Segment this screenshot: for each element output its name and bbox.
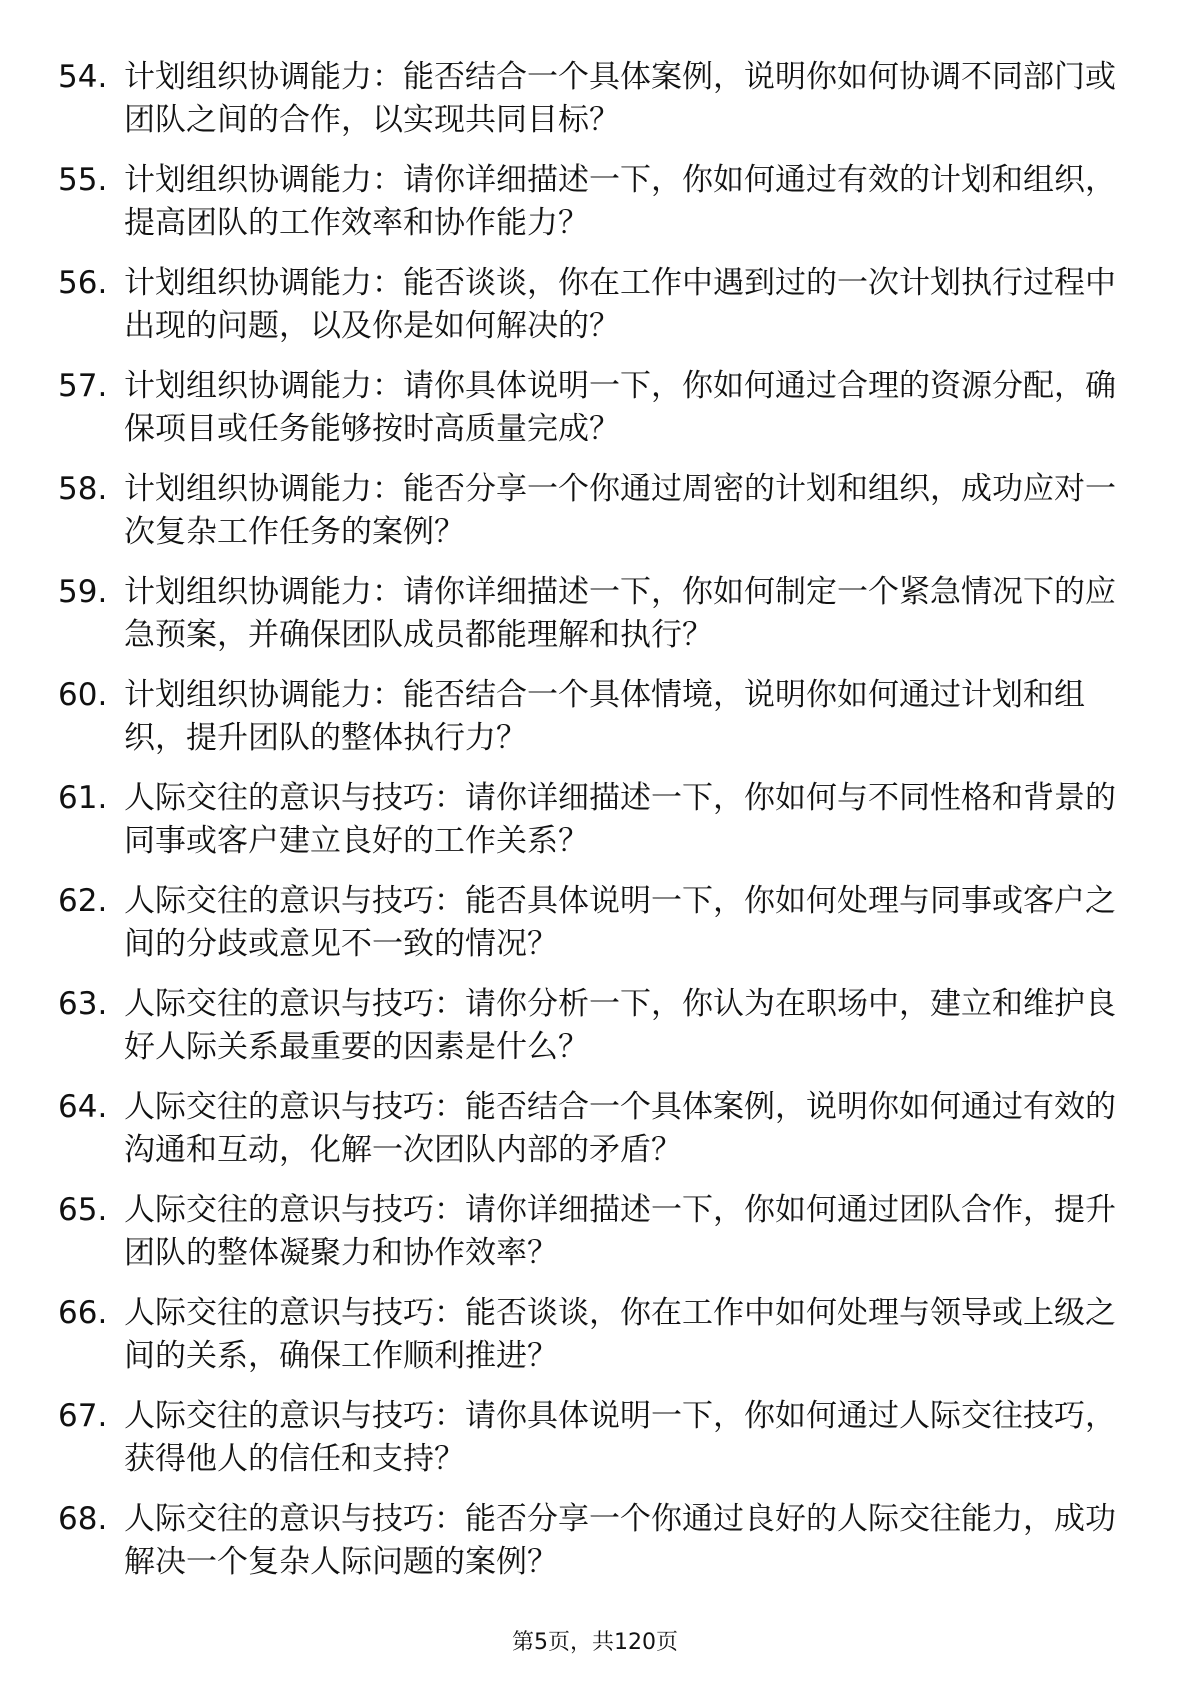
question-number: 60.: [58, 677, 108, 713]
list-item: [58, 468, 1118, 556]
question-text: 计划组织协调能力：能否谈谈，你在工作中遇到过的一次计划执行过程中出现的问题，以及你是如何解决的？: [124, 265, 1116, 344]
list-item: [58, 777, 1118, 865]
question-number: 67.: [58, 1398, 108, 1434]
question-text: 计划组织协调能力：能否分享一个你通过周密的计划和组织，成功应对一次复杂工作任务的案例？: [124, 471, 1116, 550]
list-item: [58, 880, 1118, 968]
question-number: 56.: [58, 265, 108, 301]
question-text: 计划组织协调能力：请你具体说明一下，你如何通过合理的资源分配，确保项目或任务能够按时高质量完成？: [124, 368, 1116, 447]
question-number: 59.: [58, 574, 108, 610]
page-footer: [0, 1628, 1190, 1658]
question-text: 人际交往的意识与技巧：请你详细描述一下，你如何与不同性格和背景的同事或客户建立良好的工作关系？: [124, 780, 1116, 859]
question-text: 人际交往的意识与技巧：能否具体说明一下，你如何处理与同事或客户之间的分歧或意见不一致的情况？: [124, 883, 1116, 962]
question-number: 64.: [58, 1089, 108, 1125]
question-number: 65.: [58, 1192, 108, 1228]
question-number: 66.: [58, 1295, 108, 1331]
list-item: [58, 56, 1118, 144]
list-item: [58, 1189, 1118, 1277]
question-text: 人际交往的意识与技巧：请你分析一下，你认为在职场中，建立和维护良好人际关系最重要的因素是什么？: [124, 986, 1116, 1065]
list-item: [58, 365, 1118, 453]
list-item: [58, 1395, 1118, 1483]
question-text: 人际交往的意识与技巧：请你详细描述一下，你如何通过团队合作，提升团队的整体凝聚力和协作效率？: [124, 1192, 1116, 1271]
list-item: [58, 571, 1118, 659]
question-number: 62.: [58, 883, 108, 919]
question-text: 人际交往的意识与技巧：请你具体说明一下，你如何通过人际交往技巧，获得他人的信任和支持？: [124, 1398, 1116, 1477]
question-list: [58, 56, 1118, 1601]
list-item: [58, 674, 1118, 762]
question-number: 55.: [58, 162, 108, 198]
list-item: [58, 159, 1118, 247]
question-text: 计划组织协调能力：能否结合一个具体案例，说明你如何协调不同部门或团队之间的合作，以实现共同目标？: [124, 59, 1116, 138]
list-item: [58, 1498, 1118, 1586]
question-text: 人际交往的意识与技巧：能否谈谈，你在工作中如何处理与领导或上级之间的关系，确保工作顺利推进？: [124, 1295, 1116, 1374]
list-item: [58, 262, 1118, 350]
list-item: [58, 1292, 1118, 1380]
question-number: 54.: [58, 59, 108, 95]
list-item: [58, 983, 1118, 1071]
question-text: 计划组织协调能力：能否结合一个具体情境，说明你如何通过计划和组织，提升团队的整体执行力？: [124, 677, 1085, 756]
question-number: 68.: [58, 1501, 108, 1537]
question-number: 57.: [58, 368, 108, 404]
question-text: 计划组织协调能力：请你详细描述一下，你如何通过有效的计划和组织，提高团队的工作效率和协作能力？: [124, 162, 1116, 241]
question-number: 63.: [58, 986, 108, 1022]
page-number-label: 第5页，共120页: [512, 1630, 678, 1655]
question-text: 人际交往的意识与技巧：能否分享一个你通过良好的人际交往能力，成功解决一个复杂人际问题的案例？: [124, 1501, 1116, 1580]
question-number: 58.: [58, 471, 108, 507]
question-text: 计划组织协调能力：请你详细描述一下，你如何制定一个紧急情况下的应急预案，并确保团队成员都能理解和执行？: [124, 574, 1116, 653]
question-number: 61.: [58, 780, 108, 816]
question-text: 人际交往的意识与技巧：能否结合一个具体案例，说明你如何通过有效的沟通和互动，化解一次团队内部的矛盾？: [124, 1089, 1116, 1168]
list-item: [58, 1086, 1118, 1174]
